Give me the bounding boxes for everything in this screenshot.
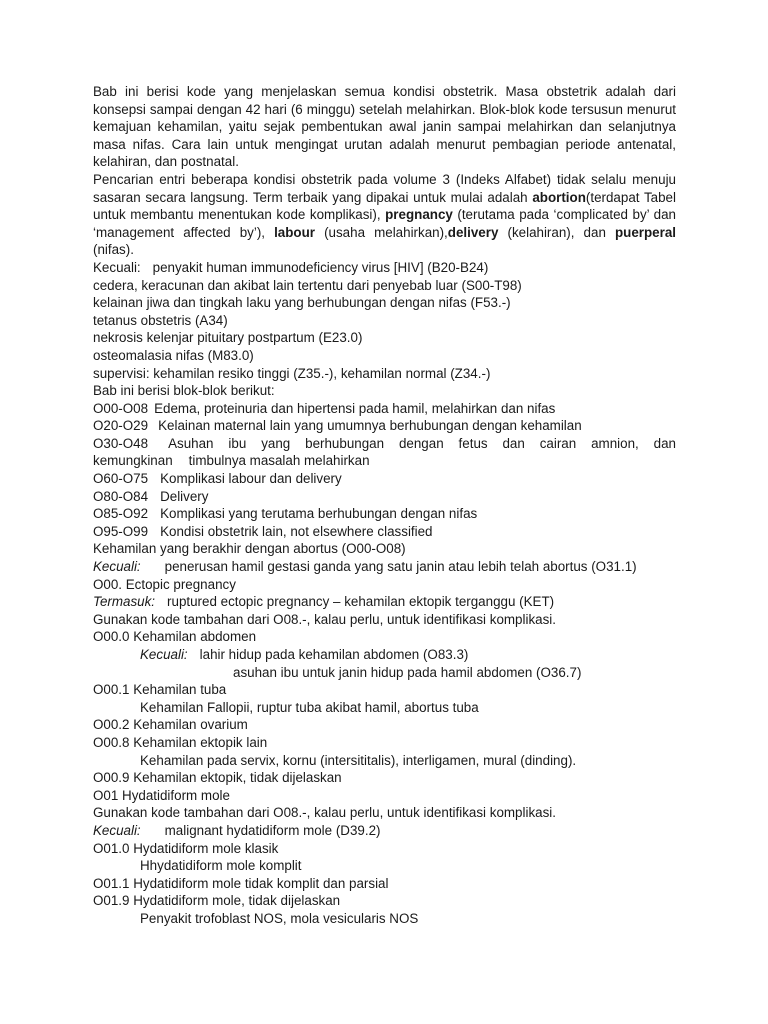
code-description: Penyakit trofoblast NOS, mola vesicularis NOS bbox=[140, 910, 419, 926]
block-code: O80-O84 bbox=[93, 488, 149, 504]
inclusion-text: ruptured ectopic pregnancy – kehamilan ektopik terganggu (KET) bbox=[167, 594, 555, 610]
block-code: O00-O08 bbox=[93, 400, 149, 416]
exclusion-item: osteomalasia nifas (M83.0) bbox=[93, 347, 254, 363]
exclusion-text: penerusan hamil gestasi ganda yang satu janin atau lebih telah abortus (O31.1) bbox=[164, 559, 637, 575]
block-text: Kelainan maternal lain yang umumnya berhubungan dengan kehamilan bbox=[158, 418, 582, 434]
blocks-intro: Bab ini berisi blok-blok berikut: bbox=[93, 383, 275, 399]
exclusion-label: Kecuali: bbox=[93, 259, 141, 275]
inclusion-label: Termasuk: bbox=[93, 594, 156, 610]
block-code: O95-O99 bbox=[93, 523, 149, 539]
code-o00-9: O00.9 Kehamilan ektopik, tidak dijelaskan bbox=[93, 770, 342, 786]
term-delivery: delivery bbox=[447, 224, 499, 240]
search-text-5: (kelahiran), dan bbox=[498, 224, 615, 240]
term-puerperal: puerperal bbox=[614, 224, 676, 240]
exclusion-text: penyakit human immunodeficiency virus [HIV] (B20-B24) bbox=[152, 259, 489, 275]
block-text: Komplikasi labour dan delivery bbox=[160, 471, 342, 487]
exclusion-label: Kecuali: bbox=[93, 822, 141, 838]
exclusion-item: cedera, keracunan dan akibat lain tertentu dari penyebab luar (S00-T98) bbox=[93, 277, 522, 293]
code-o00-8: O00.8 Kehamilan ektopik lain bbox=[93, 734, 268, 750]
exclusion-text: malignant hydatidiform mole (D39.2) bbox=[164, 822, 381, 838]
code-heading-o01: O01 Hydatidiform mole bbox=[93, 787, 230, 803]
abortus-heading: Kehamilan yang berakhir dengan abortus (O00-O08) bbox=[93, 541, 406, 557]
block-row bbox=[93, 400, 676, 418]
block-text: Komplikasi yang terutama berhubungan dengan nifas bbox=[160, 506, 478, 522]
search-text-3: (terutama pada ‘complicated by’ dan ‘management affected by’), bbox=[93, 207, 676, 240]
exclusion-item: supervisi: kehamilan resiko tinggi (Z35.-), kehamilan normal (Z34.-) bbox=[93, 365, 491, 381]
block-row bbox=[93, 470, 676, 488]
block-text: Asuhan ibu yang berhubungan dengan fetus dan cairan amnion, dan bbox=[168, 435, 676, 451]
search-text-2: (terdapat Tabel untuk membantu menentukan kode komplikasi), bbox=[93, 189, 676, 223]
term-abortion: abortion bbox=[532, 189, 586, 205]
code-o00-2: O00.2 Kehamilan ovarium bbox=[93, 717, 248, 733]
exclusion-label: Kecuali: bbox=[140, 647, 188, 662]
term-labour: labour bbox=[274, 224, 315, 240]
code-heading-o00: O00. Ectopic pregnancy bbox=[93, 576, 236, 592]
intro-paragraph: Bab ini berisi kode yang menjelaskan semua kondisi obstetrik. Masa obstetrik adalah dari konsepsi sampai dengan 42 hari (6 minggu) setelah melahirkan. Blok-blok kode tersusun menurut kemajuan kehamilan, yaitu sejak pembentukan awal janin sampai melahirkan dan selanjutnya masa nifas. Cara lain untuk mengingat urutan adalah menurut pembagian periode antenatal, kelahiran, dan postnatal. bbox=[93, 84, 676, 170]
code-description: Hhydatidiform mole komplit bbox=[140, 858, 302, 874]
exclusion-line bbox=[93, 558, 676, 576]
block-text: Kondisi obstetrik lain, not elsewhere classified bbox=[160, 523, 433, 539]
block-row bbox=[93, 523, 676, 541]
block-code: O30-O48 bbox=[93, 435, 149, 451]
exclusion-line bbox=[93, 822, 676, 840]
exclusion-item: tetanus obstetris (A34) bbox=[93, 312, 228, 328]
exclusion-line bbox=[93, 646, 676, 664]
block-code: O60-O75 bbox=[93, 471, 149, 487]
exclusion-line bbox=[93, 259, 676, 277]
document-page bbox=[93, 83, 676, 928]
block-row-o30-cont: kemungkinan timbulnya masalah melahirkan bbox=[93, 453, 370, 469]
block-row bbox=[93, 488, 676, 506]
code-o01-1: O01.1 Hydatidiform mole tidak komplit dan parsial bbox=[93, 875, 389, 891]
term-pregnancy: pregnancy bbox=[385, 207, 453, 223]
code-o01-0: O01.0 Hydatidiform mole klasik bbox=[93, 840, 279, 856]
code-o01-9: O01.9 Hydatidiform mole, tidak dijelaskan bbox=[93, 893, 341, 909]
search-paragraph bbox=[93, 171, 676, 259]
search-text-1: Pencarian entri beberapa kondisi obstetrik pada volume 3 (Indeks Alfabet) tidak selalu menuju sasaran secara langsung. Term terbaik yang dipakai untuk mulai adalah bbox=[93, 171, 676, 205]
block-row bbox=[93, 417, 676, 435]
additional-code-note: Gunakan kode tambahan dari O08.-, kalau perlu, untuk identifikasi komplikasi. bbox=[93, 805, 556, 821]
inclusion-line bbox=[93, 593, 676, 611]
block-code: O85-O92 bbox=[93, 506, 149, 522]
search-text-4: (usaha melahirkan), bbox=[315, 224, 448, 240]
exclusion-label: Kecuali: bbox=[93, 559, 141, 575]
block-text: Edema, proteinuria dan hipertensi pada hamil, melahirkan dan nifas bbox=[154, 400, 556, 416]
exclusion-item: nekrosis kelenjar pituitary postpartum (E23.0) bbox=[93, 330, 363, 346]
code-description: Kehamilan Fallopii, ruptur tuba akibat hamil, abortus tuba bbox=[140, 699, 479, 715]
block-row-o30 bbox=[93, 435, 676, 453]
block-text: Delivery bbox=[160, 488, 209, 504]
search-text-6: (nifas). bbox=[93, 242, 134, 258]
block-row bbox=[93, 505, 676, 523]
block-code: O20-O29 bbox=[93, 418, 149, 434]
exclusion-item: asuhan ibu untuk janin hidup pada hamil abdomen (O36.7) bbox=[233, 664, 582, 680]
additional-code-note: Gunakan kode tambahan dari O08.-, kalau perlu, untuk identifikasi komplikasi. bbox=[93, 611, 556, 627]
exclusion-text: lahir hidup pada kehamilan abdomen (O83.3) bbox=[199, 647, 469, 662]
code-description: Kehamilan pada servix, kornu (intersititalis), interligamen, mural (dinding). bbox=[140, 752, 577, 768]
code-o00-1: O00.1 Kehamilan tuba bbox=[93, 682, 227, 698]
code-o00-0: O00.0 Kehamilan abdomen bbox=[93, 629, 257, 645]
exclusion-item: kelainan jiwa dan tingkah laku yang berhubungan dengan nifas (F53.-) bbox=[93, 295, 511, 311]
